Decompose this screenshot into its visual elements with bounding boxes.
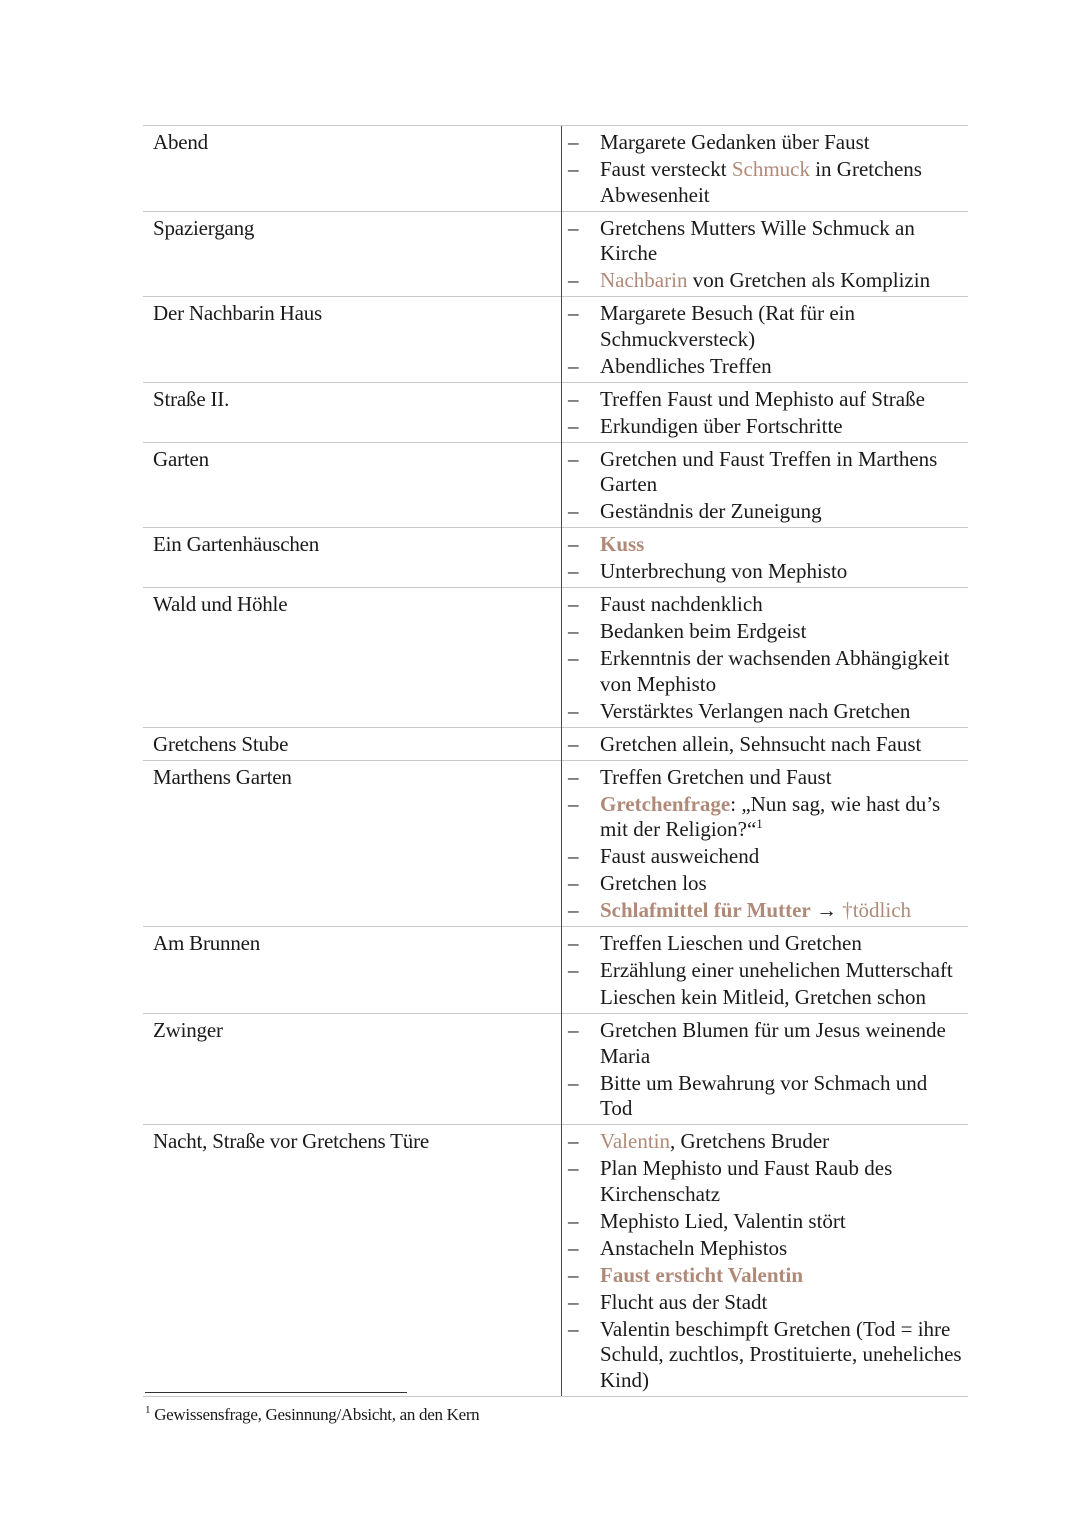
table-row [143, 727, 968, 760]
scene-events [562, 126, 969, 212]
highlighted-text: Schmuck [731, 157, 810, 181]
event-list [562, 130, 968, 208]
list-item [600, 732, 968, 758]
table-row [143, 1014, 968, 1125]
list-item [600, 931, 968, 957]
event-text: Erzählung einer unehelichen Mutterschaft [600, 958, 953, 982]
event-text: Treffen Faust und Mephisto auf Straße [600, 386, 925, 411]
list-item [600, 414, 968, 440]
list-item [600, 1018, 968, 1069]
event-text: Treffen Lieschen und Gretchen [600, 931, 862, 955]
event-list [562, 387, 968, 440]
list-item [600, 1156, 968, 1207]
list-item [600, 898, 968, 924]
table-row [143, 927, 968, 1014]
event-text: Mephisto Lied, Valentin stört [600, 1208, 846, 1233]
event-text: Verstärktes Verlangen nach Gretchen [600, 698, 911, 723]
scene-events [562, 588, 969, 728]
event-list [562, 732, 968, 758]
scene-events [562, 1014, 969, 1125]
event-list [562, 301, 968, 379]
event-text: von Gretchen als Komplizin [687, 268, 931, 292]
event-text: : „Nun sag, wie hast du’s mit der Religion?“ [600, 791, 941, 841]
list-item [600, 1236, 968, 1262]
table-row [143, 588, 968, 728]
event-text: Faust versteckt [600, 157, 732, 181]
list-item [600, 532, 968, 558]
list-item [600, 844, 968, 870]
event-list [562, 216, 968, 294]
event-text: Lieschen kein Mitleid, Gretchen schon [600, 985, 926, 1009]
event-text: Bitte um Bewahrung vor Schmach und Tod [600, 1070, 928, 1120]
event-text: Anstacheln Mephistos [600, 1235, 788, 1260]
scene-name: Spaziergang [143, 211, 562, 297]
table-row [143, 211, 968, 297]
event-text: Abendliches Treffen [600, 353, 772, 378]
table-row [143, 442, 968, 528]
event-list [562, 447, 968, 525]
list-item [600, 871, 968, 897]
list-item [600, 499, 968, 525]
event-text: Erkundigen über Fortschritte [600, 413, 843, 438]
event-text: Faust nachdenklich [600, 592, 763, 616]
list-item [600, 387, 968, 413]
scene-events [562, 442, 969, 528]
event-list [562, 592, 968, 724]
footnote-divider [145, 1392, 407, 1393]
table-row [143, 382, 968, 442]
list-item [600, 559, 968, 585]
list-item [600, 268, 968, 294]
scene-events [562, 297, 969, 383]
scene-name: Garten [143, 442, 562, 528]
list-item [600, 699, 968, 725]
event-text: Erkenntnis der wachsenden Abhängigkeit von Mephisto [600, 646, 950, 696]
list-item [600, 985, 968, 1011]
scene-name: Zwinger [143, 1014, 562, 1125]
list-item [600, 646, 968, 697]
table-row [143, 760, 968, 927]
footnote-text: Gewissensfrage, Gesinnung/Absicht, an den Kern [154, 1405, 480, 1424]
list-item [600, 958, 968, 984]
highlighted-text: Gretchenfrage [600, 791, 731, 816]
event-text: Unterbrechung von Mephisto [600, 559, 848, 583]
scene-events [562, 760, 969, 927]
list-item [600, 619, 968, 645]
event-text: Gretchen Blumen für um Jesus weinende Maria [600, 1018, 946, 1068]
scene-name: Nacht, Straße vor Gretchens Türe [143, 1125, 562, 1397]
list-item [600, 1317, 968, 1394]
event-text: Gretchen allein, Sehnsucht nach Faust [600, 731, 922, 756]
event-list [562, 1129, 968, 1393]
list-item [600, 1263, 968, 1289]
highlighted-text: Valentin [600, 1129, 670, 1153]
event-list [562, 931, 968, 1011]
event-text: , Gretchens Bruder [669, 1129, 830, 1153]
event-text: Flucht aus der Stadt [600, 1289, 768, 1314]
table-row [143, 126, 968, 212]
event-text: Plan Mephisto und Faust Raub des Kirchenschatz [600, 1156, 893, 1206]
list-item [600, 157, 968, 208]
highlighted-text: Schlafmittel für Mutter [600, 898, 811, 922]
event-text: Gretchens Mutters Wille Schmuck an Kirche [600, 215, 915, 265]
scene-events [562, 382, 969, 442]
event-text: → [810, 898, 843, 922]
highlighted-text: Kuss [600, 532, 645, 556]
highlighted-text: Faust ersticht Valentin [600, 1262, 804, 1287]
scene-events [562, 927, 969, 1014]
event-list [562, 532, 968, 585]
scene-name: Ein Gartenhäuschen [143, 528, 562, 588]
list-item [600, 1290, 968, 1316]
event-text: Treffen Gretchen und Faust [600, 764, 832, 789]
footnote-reference: 1 [756, 816, 763, 831]
scene-table [143, 125, 968, 1397]
scene-name: Wald und Höhle [143, 588, 562, 728]
footnote [145, 1405, 479, 1425]
event-text: in Gretchens Abwesenheit [600, 157, 922, 207]
scene-events [562, 528, 969, 588]
event-text: Margarete Besuch (Rat für ein Schmuckversteck) [600, 301, 856, 351]
list-item [600, 792, 968, 843]
highlighted-text: Nachbarin [600, 268, 688, 292]
event-list [562, 765, 968, 924]
table-row [143, 297, 968, 383]
list-item [600, 301, 968, 352]
list-item [600, 447, 968, 498]
footnote-marker: 1 [145, 1404, 151, 1417]
scene-name: Straße II. [143, 382, 562, 442]
list-item [600, 216, 968, 267]
event-text: Valentin beschimpft Gretchen (Tod = ihre Schuld, zuchtlos, Prostituierte, uneheliches Kind) [600, 1316, 962, 1392]
list-item [600, 1071, 968, 1122]
event-list [562, 1018, 968, 1122]
highlighted-text: †tödlich [842, 898, 912, 922]
scene-name: Der Nachbarin Haus [143, 297, 562, 383]
event-text: Gretchen und Faust Treffen in Marthens Garten [600, 446, 938, 496]
list-item [600, 1129, 968, 1155]
scene-events [562, 1125, 969, 1397]
event-text: Faust ausweichend [600, 844, 760, 868]
event-text: Geständnis der Zuneigung [600, 499, 822, 523]
list-item [600, 592, 968, 618]
list-item [600, 1209, 968, 1235]
scene-events [562, 211, 969, 297]
list-item [600, 354, 968, 380]
scene-name: Abend [143, 126, 562, 212]
list-item [600, 765, 968, 791]
list-item [600, 130, 968, 156]
scene-name: Marthens Garten [143, 760, 562, 927]
scene-table-body [143, 126, 968, 1397]
event-text: Gretchen los [600, 871, 707, 895]
scene-name: Am Brunnen [143, 927, 562, 1014]
scene-name: Gretchens Stube [143, 727, 562, 760]
table-row [143, 1125, 968, 1397]
event-text: Margarete Gedanken über Faust [600, 130, 870, 154]
table-row [143, 528, 968, 588]
scene-events [562, 727, 969, 760]
event-text: Bedanken beim Erdgeist [600, 619, 807, 643]
